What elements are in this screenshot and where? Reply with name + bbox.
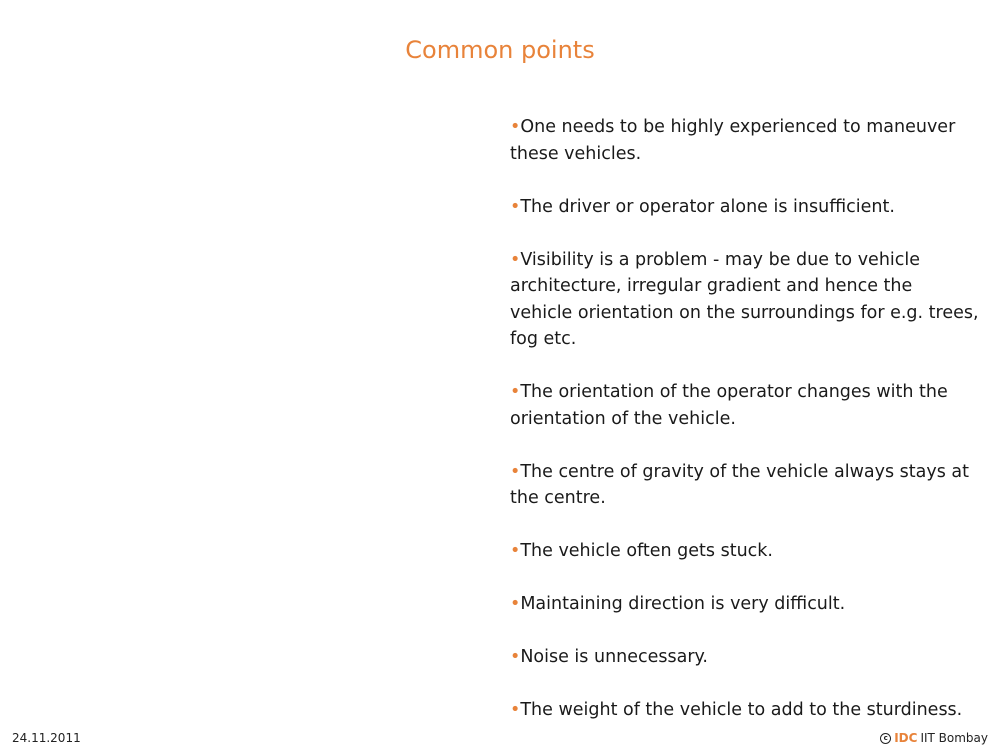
bullet-text: The driver or operator alone is insufficient. — [520, 196, 895, 217]
bullet-text: The vehicle often gets stuck. — [520, 541, 773, 561]
bullet-icon: • — [510, 196, 521, 217]
bullet-icon: • — [510, 461, 521, 482]
bullet-icon: • — [510, 594, 521, 614]
bullet-list — [510, 114, 980, 724]
copyright-icon: c — [880, 733, 891, 744]
bullet-icon: • — [510, 249, 521, 270]
bullet-icon: • — [510, 647, 521, 667]
bullet-text: One needs to be highly experienced to maneuver these vehicles. — [510, 117, 956, 164]
footer-brand — [880, 731, 988, 745]
list-item — [510, 591, 980, 618]
bullet-text: The centre of gravity of the vehicle always stays at the centre. — [510, 461, 969, 508]
list-item — [510, 538, 980, 565]
list-item — [510, 247, 980, 353]
bullet-text: Visibility is a problem - may be due to vehicle architecture, irregular gradient and hence the vehicle orientation on the surroundings for e.g. trees, fog etc. — [510, 249, 979, 349]
list-item — [510, 644, 980, 671]
list-item — [510, 194, 980, 221]
bullet-icon: • — [510, 541, 521, 561]
bullet-text: Maintaining direction is very difficult. — [520, 594, 846, 614]
bullet-text: The weight of the vehicle to add to the sturdiness. — [520, 700, 963, 720]
list-item — [510, 697, 980, 724]
list-item — [510, 379, 980, 432]
slide-title: Common points — [405, 36, 595, 64]
brand-name: IIT Bombay — [920, 731, 988, 745]
bullet-icon: • — [510, 700, 521, 720]
bullet-text: The orientation of the operator changes with the orientation of the vehicle. — [510, 382, 948, 429]
list-item — [510, 459, 980, 512]
bullet-text: Noise is unnecessary. — [520, 647, 708, 667]
bullet-icon: • — [510, 117, 521, 137]
brand-idc: IDC — [894, 731, 918, 745]
list-item — [510, 114, 980, 167]
footer-date: 24.11.2011 — [12, 731, 81, 745]
bullet-icon: • — [510, 382, 521, 402]
